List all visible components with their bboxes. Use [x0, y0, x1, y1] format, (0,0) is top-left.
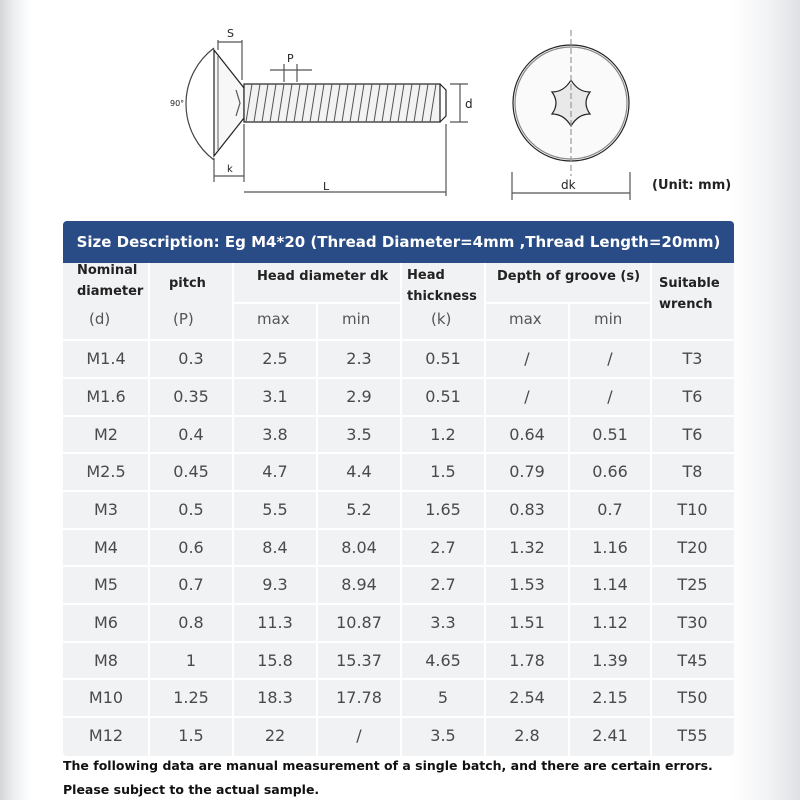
label-k: k [227, 164, 233, 175]
cell-pitch: 1.5 [178, 726, 204, 745]
label-dk: dk [561, 178, 576, 192]
footnote [63, 754, 713, 802]
cell-groove-max: 0.83 [509, 500, 545, 519]
cell-nominal-diameter: M10 [88, 688, 124, 707]
cell-pitch: 0.6 [178, 538, 204, 557]
cell-head-thickness: 1.2 [430, 425, 456, 444]
cell-head-thickness: 1.5 [430, 462, 456, 481]
cell-groove-min: / [607, 349, 613, 368]
cell-head-dia-min: 4.4 [346, 462, 372, 481]
cell-groove-min: 0.66 [592, 462, 628, 481]
cell-head-thickness: 1.65 [425, 500, 461, 519]
cell-head-thickness: 3.3 [430, 613, 456, 632]
cell-head-dia-min: / [356, 726, 362, 745]
cell-pitch: 0.4 [178, 425, 204, 444]
header-head-thickness: Head thickness [407, 268, 477, 304]
cell-head-dia-max: 5.5 [262, 500, 288, 519]
header-nominal: Nominal diameter [77, 263, 144, 299]
header-wrench: Suitable wrench [659, 276, 720, 312]
cell-head-dia-max: 22 [264, 726, 286, 745]
cell-head-thickness: 0.51 [425, 387, 461, 406]
cell-groove-min: 0.51 [592, 425, 628, 444]
cell-groove-max: 1.51 [509, 613, 545, 632]
cell-head-dia-max: 8.4 [262, 538, 288, 557]
table-title: Size Description: Eg M4*20 (Thread Diameter=4mm ,Thread Length=20mm) [63, 221, 734, 263]
cell-wrench: T3 [682, 349, 703, 368]
cell-nominal-diameter: M2.5 [86, 462, 126, 481]
cell-pitch: 0.5 [178, 500, 204, 519]
cell-head-thickness: 4.65 [425, 651, 461, 670]
cell-wrench: T10 [677, 500, 708, 519]
cell-wrench: T6 [682, 425, 703, 444]
cell-nominal-diameter: M1.4 [86, 349, 126, 368]
cell-nominal-diameter: M2 [94, 425, 118, 444]
cell-groove-max: 0.64 [509, 425, 545, 444]
cell-groove-max: / [524, 349, 530, 368]
cell-pitch: 0.7 [178, 575, 204, 594]
header-groove-min: min [594, 310, 623, 328]
cell-pitch: 1 [185, 651, 197, 670]
cell-head-dia-min: 15.37 [336, 651, 382, 670]
cell-wrench: T50 [677, 688, 708, 707]
cell-head-thickness: 5 [437, 688, 449, 707]
cell-wrench: T8 [682, 462, 703, 481]
cell-head-dia-min: 5.2 [346, 500, 372, 519]
cell-head-dia-min: 8.04 [341, 538, 377, 557]
header-nominal-symbol: (d) [89, 310, 111, 328]
label-d: d [465, 97, 473, 111]
cell-wrench: T55 [677, 726, 708, 745]
label-l: L [323, 180, 330, 193]
header-head-dia-max: max [257, 310, 290, 328]
cell-head-thickness: 2.7 [430, 538, 456, 557]
label-angle: 90° [170, 99, 185, 108]
cell-wrench: T25 [677, 575, 708, 594]
cell-nominal-diameter: M6 [94, 613, 118, 632]
footnote-line-2: Please subject to the actual sample. [63, 782, 320, 797]
size-table [63, 221, 734, 756]
cell-head-dia-min: 2.9 [346, 387, 372, 406]
cell-wrench: T45 [677, 651, 708, 670]
cell-head-dia-max: 3.1 [262, 387, 288, 406]
cell-head-dia-max: 18.3 [257, 688, 293, 707]
label-s: S [227, 27, 234, 40]
cell-head-thickness: 0.51 [425, 349, 461, 368]
cell-nominal-diameter: M1.6 [86, 387, 126, 406]
cell-groove-min: 1.14 [592, 575, 628, 594]
cell-groove-max: 2.8 [514, 726, 540, 745]
cell-head-dia-max: 4.7 [262, 462, 288, 481]
cell-groove-min: / [607, 387, 613, 406]
cell-groove-max: / [524, 387, 530, 406]
cell-nominal-diameter: M8 [94, 651, 118, 670]
cell-pitch: 0.45 [173, 462, 209, 481]
cell-head-dia-max: 15.8 [257, 651, 293, 670]
cell-groove-min: 1.16 [592, 538, 628, 557]
cell-wrench: T6 [682, 387, 703, 406]
cell-pitch: 1.25 [173, 688, 209, 707]
cell-groove-min: 1.39 [592, 651, 628, 670]
cell-groove-max: 2.54 [509, 688, 545, 707]
cell-nominal-diameter: M3 [94, 500, 118, 519]
cell-head-dia-max: 2.5 [262, 349, 288, 368]
cell-groove-max: 0.79 [509, 462, 545, 481]
cell-head-dia-max: 11.3 [257, 613, 293, 632]
cell-head-dia-max: 9.3 [262, 575, 288, 594]
header-head-dia-min: min [342, 310, 371, 328]
header-groove-depth: Depth of groove (s) [497, 269, 641, 284]
cell-groove-min: 0.7 [597, 500, 623, 519]
cell-groove-max: 1.78 [509, 651, 545, 670]
label-p: P [287, 52, 294, 65]
cell-nominal-diameter: M4 [94, 538, 118, 557]
cell-groove-max: 1.32 [509, 538, 545, 557]
cell-wrench: T20 [677, 538, 708, 557]
unit-note: (Unit: mm) [652, 178, 732, 193]
cell-groove-min: 2.15 [592, 688, 628, 707]
cell-head-dia-min: 10.87 [336, 613, 382, 632]
header-groove-max: max [509, 310, 542, 328]
cell-head-thickness: 2.7 [430, 575, 456, 594]
cell-head-dia-min: 17.78 [336, 688, 382, 707]
cell-pitch: 0.3 [178, 349, 204, 368]
cell-nominal-diameter: M5 [94, 575, 118, 594]
cell-head-thickness: 3.5 [430, 726, 456, 745]
cell-wrench: T30 [677, 613, 708, 632]
cell-head-dia-min: 3.5 [346, 425, 372, 444]
cell-head-dia-min: 8.94 [341, 575, 377, 594]
cell-pitch: 0.35 [173, 387, 209, 406]
cell-groove-min: 1.12 [592, 613, 628, 632]
cell-groove-min: 2.41 [592, 726, 628, 745]
header-head-thickness-symbol: (k) [431, 310, 452, 328]
header-pitch: pitch [169, 276, 206, 291]
cell-nominal-diameter: M12 [88, 726, 124, 745]
header-head-diameter: Head diameter dk [257, 269, 389, 284]
cell-head-dia-max: 3.8 [262, 425, 288, 444]
footnote-line-1: The following data are manual measurement of a single batch, and there are certain errors. [63, 758, 713, 773]
cell-pitch: 0.8 [178, 613, 204, 632]
cell-groove-max: 1.53 [509, 575, 545, 594]
cell-head-dia-min: 2.3 [346, 349, 372, 368]
header-pitch-symbol: (P) [173, 310, 194, 328]
